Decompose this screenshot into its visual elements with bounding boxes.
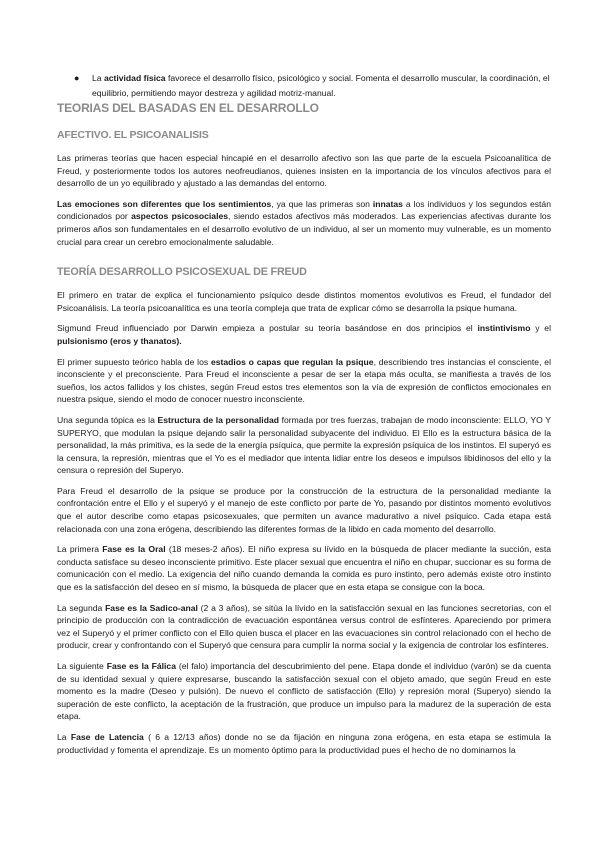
paragraph-fase-oral xyxy=(57,543,551,593)
body-text: El primer supuesto teórico habla de los xyxy=(57,356,211,367)
paragraph-fase-latencia xyxy=(57,731,551,756)
body-text: , siendo estados afectivos más moderados. Las experiencias afectivas durante los primeros años son fundamentales en el desarrollo evolutivo de un individuo, al ser un momento muy vulnerable, es un momento crucial para crear un cerebro emocionalmente saludable. xyxy=(57,211,552,247)
body-text: La xyxy=(57,731,71,742)
bold-text: aspectos psicosociales xyxy=(131,211,229,222)
paragraph-fase-sadico-anal xyxy=(57,602,551,652)
paragraph-desarrollo-psique: Para Freud el desarrollo de la psique se produce por la construcción de la estructura de la personalidad mediante la confrontación entre el Ello y el superyó y el manejo de este conflicto por parte de Yo, pasando por distintos momento evolutivos que el autor describe como etapas psicosexuales, que permiten un avance madurativo a nivel psíquico. Cada etapa está relacionada con una zona erógena, describiendo las diferentes formas de la libido en cada momento del desarrollo. xyxy=(57,485,551,534)
bullet-text-bold: actividad física xyxy=(103,73,166,83)
bold-text: pulsionismo (eros y thanatos). xyxy=(57,335,182,346)
bold-text: Fase es la Fálica xyxy=(106,661,176,671)
body-text: La siguiente xyxy=(57,661,107,671)
body-text: (el falo) importancia del descubrimiento del pene. Etapa donde el individuo (varón) se da cuenta de su identidad sexual y quiere expresarse, buscando la satisfacción sexual con el objeto amado, que según Freud en este momento es la madre (Deseo y pulsión). De nuevo el conflicto de satisfacción (Ello) y represión moral (Superyo) siendo la superación de este conflicto, la aceptación de la frustración, que produce un impulso para la madurez de la superación de esta etapa. xyxy=(57,661,552,722)
bold-text: Las emociones son diferentes que los sentimientos xyxy=(57,198,272,209)
section-heading-psicoanalisis: AFECTIVO. EL PSICOANALISIS xyxy=(57,129,209,141)
body-text: La primera xyxy=(57,544,103,555)
bold-text: Fase de Latencia xyxy=(70,731,144,742)
body-text: Sigmund Freud influenciado por Darwin empieza a postular su teoría basándose en dos principios el xyxy=(57,323,478,334)
paragraph-estructura xyxy=(57,414,551,477)
body-text: a los individuos y los segundos están condicionados por xyxy=(57,198,551,222)
paragraph-freud-intro: El primero en tratar de explica el funcionamiento psíquico desde distintos momentos evolutivos es Freud, el fundador del Psicoanálisis. La teoría psicoanalítica es una teoría compleja que trata de explicar cómo se desarrolla la psique humana. xyxy=(57,290,551,313)
bullet-text-post: favorece el desarrollo físico, psicológico y social. Fomenta el desarrollo muscular, la coordinación, el equilibrio, permitiendo mayor destreza y agilidad motriz-manual. xyxy=(92,73,550,98)
bold-text: Fase es la Sadico-anal xyxy=(105,602,198,613)
body-text: formada por tres fuerzas, trabajan de modo inconsciente: ELLO, YO Y SUPERYO, que modulan la psique dejando salir la personalidad subyacente del individuo. El Ello es la estructura básica de la personalidad, la más primitiva, es la sede de la energía psíquica, que permite la expresión psíquica de los instintos. El superyó es la censura, la represión, mientras que el Yo es el mediador que intenta lidiar entre los deseos e impulsos libidinosos del ello y la censura o represión del Superyo. xyxy=(57,414,551,476)
paragraph-fase-falica xyxy=(57,660,551,723)
bold-text: innatas xyxy=(372,198,403,209)
paragraph-emociones xyxy=(57,198,551,248)
body-text: La segunda xyxy=(57,602,106,613)
bold-text: estadios o capas que regulan la psique xyxy=(210,356,374,367)
body-text: (18 meses-2 años). El niño expresa su lívido en la búsqueda de placer mediante la succión, esta conducta satisface su deseo inconsciente primitivo. Este placer sexual que encuentra el niño en chupar, succionar es su forma de comunicación con el medio. La exigencia del niño cuando demanda la comida es puro instinto, pero además existe otro instinto que es la satisfacción del deseo en sí mismo, la búsqueda de placer que en esta etapa se consigue con la boca. xyxy=(57,544,551,593)
paragraph-darwin xyxy=(57,322,551,347)
bullet-dot-icon: ● xyxy=(74,73,80,83)
body-text: y el xyxy=(530,323,551,334)
bold-text: instintivismo xyxy=(477,323,531,334)
bold-text: Fase es la Oral xyxy=(102,544,166,555)
bullet-item-actividad-fisica xyxy=(57,71,551,100)
bold-text: Estructura de la personalidad xyxy=(157,414,279,425)
paragraph-primeras-teorias: Las primeras teorías que hacen especial hincapié en el desarrollo afectivo son las que parte de la escuela Psicoanalítica de Freud, y posteriormente todos los autores neofreudianos, quienes insisten en la importancia de los vínculos afectivos para el desarrollo de un yo equilibrado y ajustado a las demandas del entorno. xyxy=(57,153,551,189)
section-heading-freud: TEORÍA DESARROLLO PSICOSEXUAL DE FREUD xyxy=(57,266,307,279)
body-text: , ya que las primeras son xyxy=(271,198,373,209)
body-text: (2 a 3 años), se sitúa la lívido en la satisfacción sexual en las funciones secretorias, con el principio de producción con la contradicción de evacuación espontánea versus control de esfínteres. Apareciendo por primera vez el Superyó y el primer conflicto con el Ello quien busca el placer en las evacuaciones sin control relacionado con el hecho de producir, crear y confrontando con el Superyó que censura para cumplir la norma social y la exigencia de controlar los esfínteres. xyxy=(57,602,551,651)
paragraph-estadios xyxy=(57,356,551,406)
body-text: , describiendo tres instancias el consciente, el inconsciente y el preconsciente. Para Freud el inconsciente a pesar de ser la etapa más oculta, se manifiesta a través de los sueños, los actos fallidos y los chistes, según Freud estos tres elementos son la vía de expresión de conflictos emocionales en nuestra psique, siendo el modo de conocer nuestro inconsciente. xyxy=(57,356,551,405)
body-text: Una segunda tópica es la xyxy=(57,414,158,425)
bullet-text-pre: La xyxy=(92,73,104,83)
body-text: ( 6 a 12/13 años) donde no se da fijación en ninguna zona erógena, en esta etapa se estimula la productividad y fomenta el aprendizaje. Es un momento óptimo para la productividad pues el hecho de no dominarnos la xyxy=(57,731,552,755)
section-heading-teorias: TEORIAS DEL BASADAS EN EL DESARROLLO xyxy=(57,101,319,115)
